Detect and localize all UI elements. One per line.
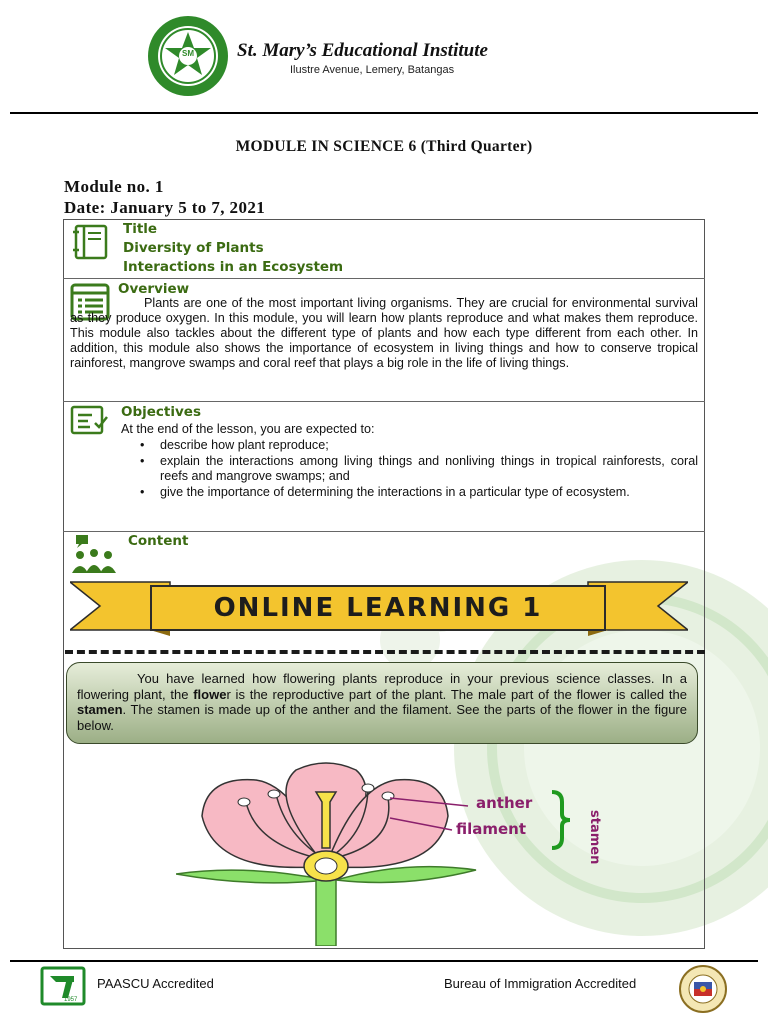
section-divider (63, 278, 705, 279)
banner-title: ONLINE LEARNING 1 (150, 585, 606, 631)
section-divider (63, 401, 705, 402)
objectives-intro: At the end of the lesson, you are expected to: (121, 422, 375, 436)
section-divider (63, 531, 705, 532)
title-line-1: Diversity of Plants (123, 240, 264, 256)
dashed-divider (65, 650, 705, 654)
list-item: • describe how plant reproduce; (136, 438, 698, 453)
module-number: Module no. 1 (64, 177, 164, 196)
list-item: • give the importance of determining the interactions in a particular type of ecosystem. (136, 485, 698, 500)
intro-bold-term: stamen (77, 702, 123, 717)
title-heading: Title (123, 221, 158, 237)
objectives-heading: Objectives (121, 404, 201, 420)
anther-label: anther (476, 794, 533, 812)
intro-bold-term: flowe (193, 686, 227, 702)
footer-immigration-text: Bureau of Immigration Accredited (444, 976, 637, 991)
footer-divider (10, 960, 758, 962)
objectives-list (136, 438, 698, 501)
intro-text-part: . The stamen is made up of the anther and the filament. See the parts of the flower in the figure below. (77, 702, 687, 733)
school-name: St. Mary’s Educational Institute (237, 40, 488, 61)
title-line-2: Interactions in an Ecosystem (123, 259, 344, 275)
intro-text (77, 671, 687, 733)
checklist-icon (70, 405, 110, 435)
school-address: Ilustre Avenue, Lemery, Batangas (290, 64, 455, 76)
overview-text: Plants are one of the most important living organisms. They are crucial for environmental survival as they produce oxygen. In this module, you will learn how plants reproduce and what makes them reproduce. This module also tackles about the different type of plants and how each type different from each other. In addition, this module also shows the importance of ecosystem in living things and how to conserve tropical rainforest, mangrove swamps and coral reef that plays a big role in the life of living things. (70, 296, 698, 370)
stamen-label: stamen (587, 810, 602, 865)
bureau-of-immigration-seal (678, 964, 728, 1014)
logo-text: SM (182, 49, 194, 58)
paascu-logo (40, 966, 86, 1006)
list-item: • explain the interactions among living things and nonliving things in tropical rainforests, coral reefs and mangrove swamps; and (136, 454, 698, 484)
filament-label: filament (456, 820, 527, 838)
intro-text-part: r is the reproductive part of the plant. The male part of the flower is called the (226, 686, 687, 702)
intro-text-part: You have learned how flowering plants reproduce in your previous science classes. In a flowering plant, the (77, 671, 687, 702)
footer-paascu-text: PAASCU Accredited (97, 976, 214, 991)
header-divider (10, 112, 758, 114)
book-icon (72, 224, 110, 260)
content-heading: Content (128, 533, 189, 549)
intro-callout (66, 662, 698, 744)
group-presentation-icon (70, 533, 118, 575)
overview-heading: Overview (118, 281, 190, 297)
module-date: Date: January 5 to 7, 2021 (64, 198, 266, 217)
paascu-year: 1957 (64, 997, 78, 1003)
module-heading: MODULE IN SCIENCE 6 (Third Quarter) (235, 138, 533, 155)
school-logo (146, 14, 230, 98)
flower-diagram (176, 756, 616, 946)
